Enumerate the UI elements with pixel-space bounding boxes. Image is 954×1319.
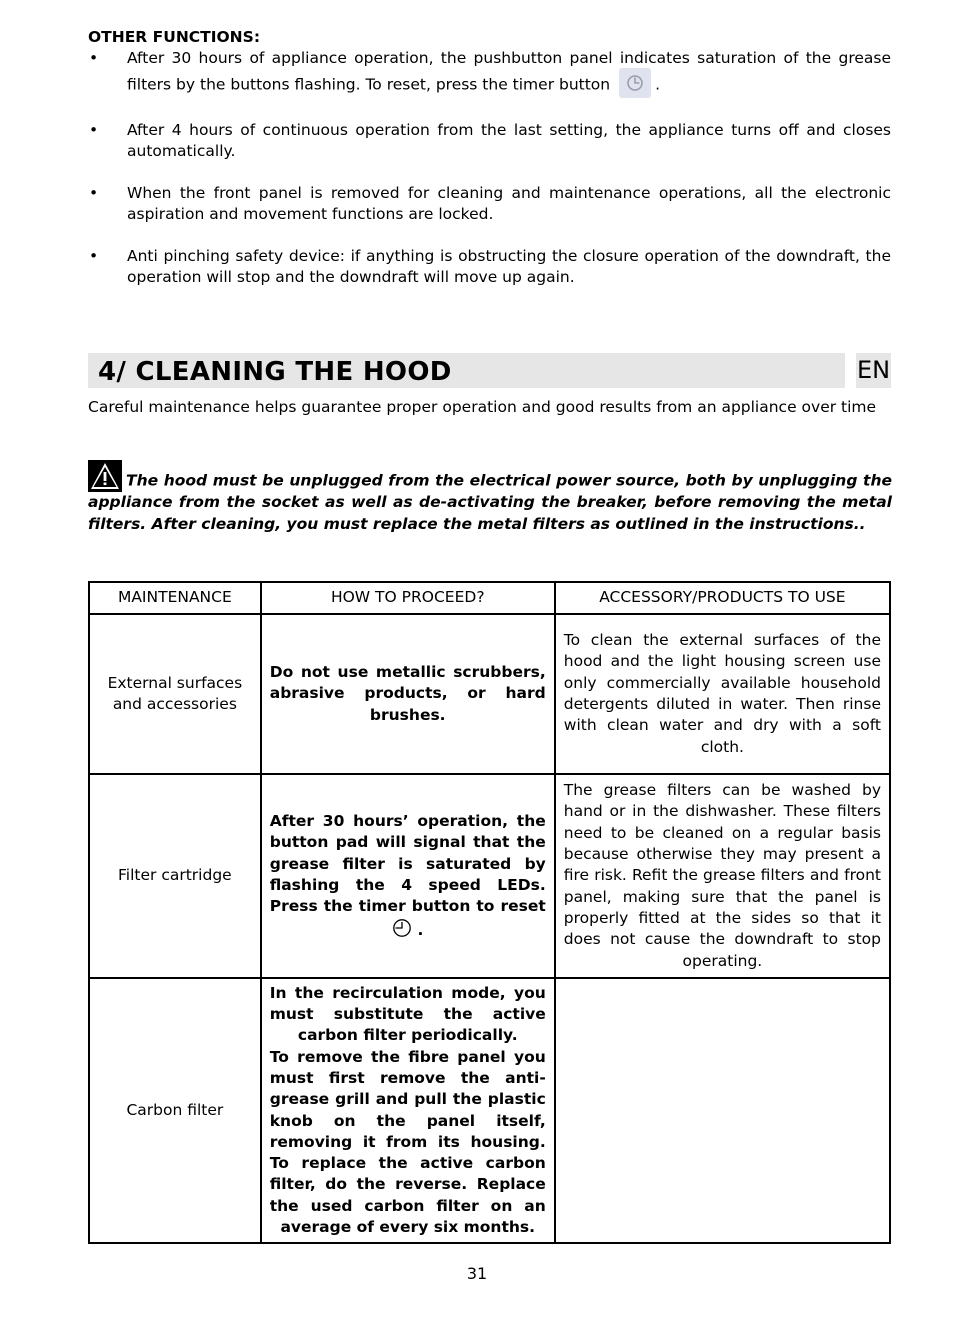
- how-cell: [261, 978, 555, 1243]
- timer-icon: [626, 74, 644, 92]
- bullet-marker: •: [89, 246, 99, 265]
- bullet-marker: •: [89, 49, 99, 67]
- warning-triangle-icon: [88, 460, 122, 492]
- timer-icon: [392, 918, 412, 938]
- other-functions-section: [88, 26, 891, 309]
- bullet-text: When the front panel is removed for cleaning and maintenance operations, all the electronic aspiration and movement functions are locked.: [127, 183, 891, 223]
- column-header: ACCESSORY/PRODUCTS TO USE: [555, 582, 890, 614]
- column-header: HOW TO PROCEED?: [261, 582, 555, 614]
- list-item: [88, 183, 891, 226]
- page-title: 4/ CLEANING THE HOOD: [98, 357, 452, 387]
- list-item: [88, 246, 891, 289]
- maintenance-cell: Carbon filter: [89, 978, 261, 1243]
- products-cell: The grease filters can be washed by hand or in the dishwasher. These filters need to be cleaned on a regular basis because otherwise they may present a fire risk. Refit the grease filters and front panel, making sure that the panel is properly fitted at the sides so that it does not cause the downdraft to stop operating.: [555, 774, 890, 978]
- bullet-marker: •: [89, 120, 99, 139]
- products-cell: [555, 978, 890, 1243]
- maintenance-cell: External surfaces and accessories: [89, 614, 261, 774]
- table-row: [89, 614, 890, 774]
- warning-paragraph: [88, 460, 892, 535]
- list-item: [88, 120, 891, 163]
- table-header-row: [89, 582, 890, 614]
- section-heading: [88, 353, 891, 389]
- maintenance-table: [88, 581, 891, 1244]
- how-end: .: [417, 920, 424, 939]
- bullet-marker: •: [89, 183, 99, 202]
- table-row: [89, 978, 890, 1243]
- how-cell: Do not use metallic scrubbers, abrasive products, or hard brushes.: [261, 614, 555, 774]
- bullet-text: After 30 hours of appliance operation, the pushbutton panel indicates saturation of the grease filters by the buttons flashing. To reset, press the timer button: [127, 49, 891, 93]
- other-functions-list: [88, 48, 891, 289]
- heading-bar: [88, 353, 845, 388]
- intro-paragraph: Careful maintenance helps guarantee proper operation and good results from an appliance over time: [88, 398, 877, 416]
- warning-text: The hood must be unplugged from the electrical power source, both by unplugging the appliance from the socket as well as de-activating the breaker, before removing the metal filters. After cleaning, you must replace the metal filters as outlined in the instructions..: [88, 471, 892, 533]
- column-header: MAINTENANCE: [89, 582, 261, 614]
- how-text-part-b: To remove the fibre panel you must first remove the anti-grease grill and pull the plastic knob on the panel itself, removing it from its housing. To replace the active carbon filter, do the reverse. Replace the used carbon filter on an average of every six months.: [269, 1047, 546, 1236]
- language-label: EN: [856, 353, 891, 388]
- other-functions-title: OTHER FUNCTIONS:: [88, 28, 261, 46]
- page-number: 31: [466, 1264, 488, 1283]
- timer-button: [619, 68, 651, 98]
- bullet-text: Anti pinching safety device: if anything is obstructing the closure operation of the downdraft, the operation will stop and the downdraft will move up again.: [127, 246, 891, 286]
- table-row: [89, 774, 890, 978]
- bullet-text: After 4 hours of continuous operation from the last setting, the appliance turns off and closes automatically.: [127, 120, 891, 160]
- maintenance-cell: Filter cartridge: [89, 774, 261, 978]
- how-text: After 30 hours’ operation, the button pad will signal that the grease filter is saturated by flashing the 4 speed LEDs. Press the timer button to reset: [269, 812, 546, 916]
- how-cell: [261, 774, 555, 978]
- bullet-end: .: [655, 75, 660, 93]
- products-cell: To clean the external surfaces of the hood and the light housing screen use only commercially available household detergents diluted in water. Then rinse with clean water and dry with a soft cloth.: [555, 614, 890, 774]
- list-item: [88, 48, 891, 100]
- how-text-part-a: In the recirculation mode, you must substitute the active carbon filter periodically.: [269, 983, 546, 1045]
